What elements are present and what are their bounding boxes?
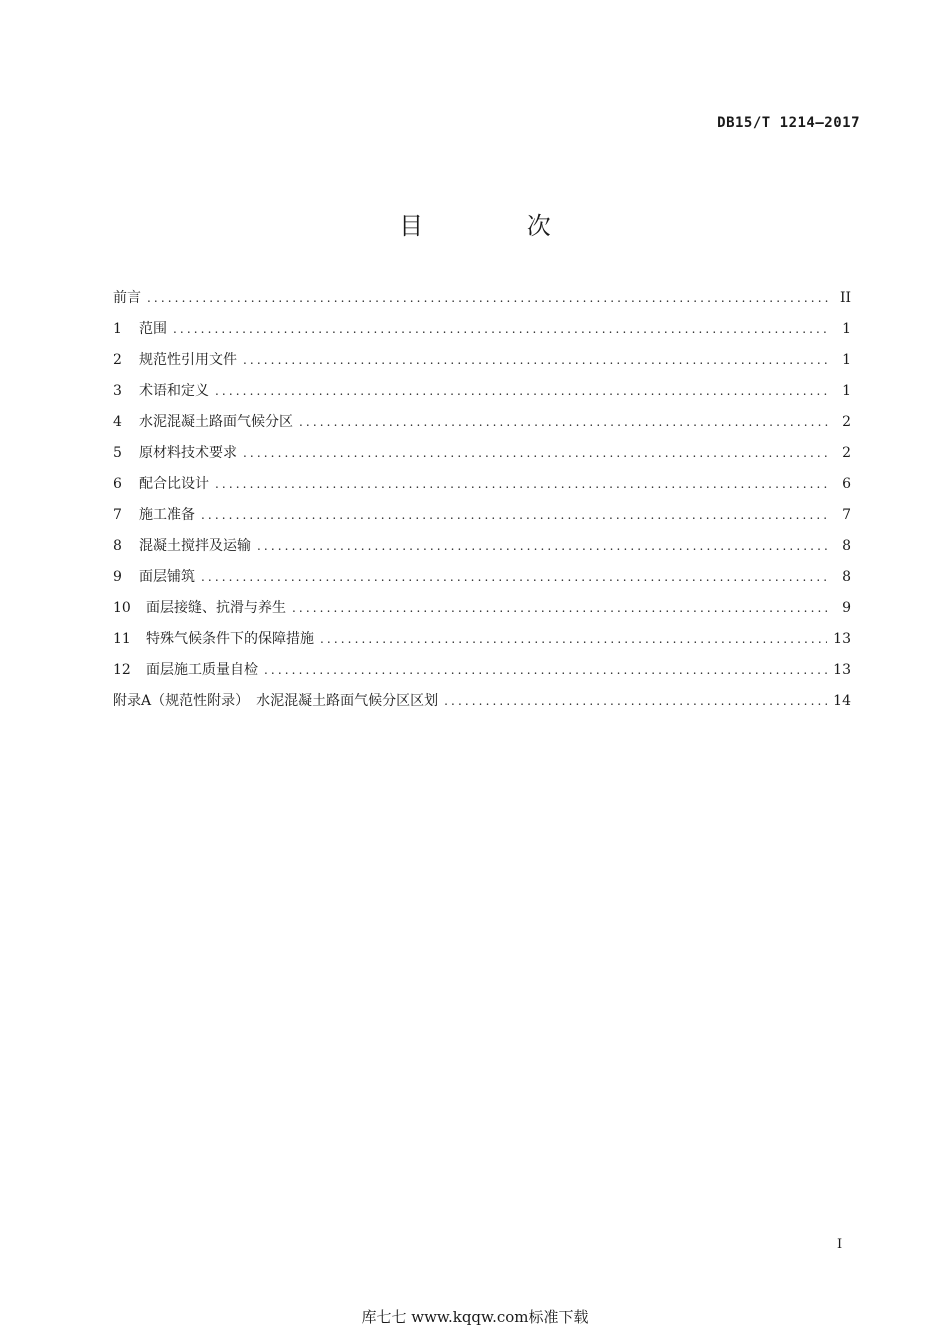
toc-entry-2[interactable] — [113, 349, 851, 380]
toc-entry-title: 范围 — [139, 321, 167, 337]
toc-entry-page: II — [839, 290, 851, 306]
site-watermark: 库七七 www.kqqw.com标准下载 — [361, 1308, 589, 1326]
toc-entry-title: 原材料技术要求 — [139, 445, 237, 461]
toc-entry-appendix-a[interactable] — [113, 690, 851, 721]
toc-leader-dots — [320, 632, 827, 646]
toc-entry-title: 面层施工质量自检 — [146, 662, 258, 678]
toc-entry-page: 1 — [842, 321, 851, 337]
toc-entry-page: 1 — [842, 352, 851, 368]
toc-entry-foreword[interactable] — [113, 287, 851, 318]
toc-entry-11[interactable] — [113, 628, 851, 659]
toc-entry-number: 10 — [113, 600, 131, 616]
toc-entry-7[interactable] — [113, 504, 851, 535]
toc-entry-number: 6 — [113, 476, 122, 492]
toc-entry-number: 2 — [113, 352, 122, 368]
toc-leader-dots — [201, 570, 829, 584]
toc-leader-dots — [444, 694, 827, 708]
toc-entry-title: 前言 — [113, 290, 141, 306]
toc-leader-dots — [299, 415, 829, 429]
toc-entry-title: 术语和定义 — [139, 383, 209, 399]
toc-leader-dots — [173, 322, 829, 336]
toc-entry-page: 6 — [842, 476, 851, 492]
toc-leader-dots — [215, 384, 829, 398]
toc-entry-page: 2 — [842, 414, 851, 430]
toc-entry-5[interactable] — [113, 442, 851, 473]
toc-entry-1[interactable] — [113, 318, 851, 349]
toc-leader-dots — [243, 353, 829, 367]
toc-entry-number: 1 — [113, 321, 122, 337]
toc-leader-dots — [243, 446, 829, 460]
toc-entry-title: 水泥混凝土路面气候分区 — [139, 414, 293, 430]
toc-entry-number: 4 — [113, 414, 122, 430]
toc-entry-title: 规范性引用文件 — [139, 352, 237, 368]
toc-entry-10[interactable] — [113, 597, 851, 628]
standard-number: DB15/T 1214—2017 — [717, 115, 860, 131]
toc-entry-number: 12 — [113, 662, 131, 678]
toc-entry-number: 3 — [113, 383, 122, 399]
toc-entry-title: 面层铺筑 — [139, 569, 195, 585]
toc-leader-dots — [147, 291, 829, 305]
toc-entry-page: 9 — [842, 600, 851, 616]
toc-entry-3[interactable] — [113, 380, 851, 411]
toc-leader-dots — [215, 477, 829, 491]
toc-leader-dots — [292, 601, 829, 615]
toc-entry-page: 8 — [842, 538, 851, 554]
toc-entry-number: 5 — [113, 445, 122, 461]
toc-leader-dots — [257, 539, 829, 553]
toc-entry-page: 8 — [842, 569, 851, 585]
toc-entry-9[interactable] — [113, 566, 851, 597]
toc-entry-number: 8 — [113, 538, 122, 554]
toc-entry-title: 特殊气候条件下的保障措施 — [146, 631, 314, 647]
toc-entry-title: 施工准备 — [139, 507, 195, 523]
toc-entry-number: 11 — [113, 631, 131, 647]
toc-entry-4[interactable] — [113, 411, 851, 442]
toc-entry-12[interactable] — [113, 659, 851, 690]
toc-entry-6[interactable] — [113, 473, 851, 504]
toc-leader-dots — [201, 508, 829, 522]
toc-entry-title: 附录A（规范性附录） 水泥混凝土路面气候分区区划 — [113, 693, 439, 709]
toc-entry-title: 混凝土搅拌及运输 — [139, 538, 251, 554]
toc-entry-number: 9 — [113, 569, 122, 585]
toc-entry-title: 面层接缝、抗滑与养生 — [146, 600, 286, 616]
toc-entry-page: 14 — [833, 693, 851, 709]
page-number: I — [837, 1237, 843, 1252]
toc-entry-title: 配合比设计 — [139, 476, 209, 492]
toc-entry-page: 13 — [833, 662, 851, 678]
table-of-contents — [113, 287, 851, 721]
toc-entry-page: 13 — [833, 631, 851, 647]
toc-entry-page: 7 — [842, 507, 851, 523]
toc-entry-8[interactable] — [113, 535, 851, 566]
page-title: 目 次 — [399, 212, 599, 240]
toc-leader-dots — [264, 663, 827, 677]
toc-entry-number: 7 — [113, 507, 122, 523]
toc-entry-page: 1 — [842, 383, 851, 399]
toc-entry-page: 2 — [842, 445, 851, 461]
